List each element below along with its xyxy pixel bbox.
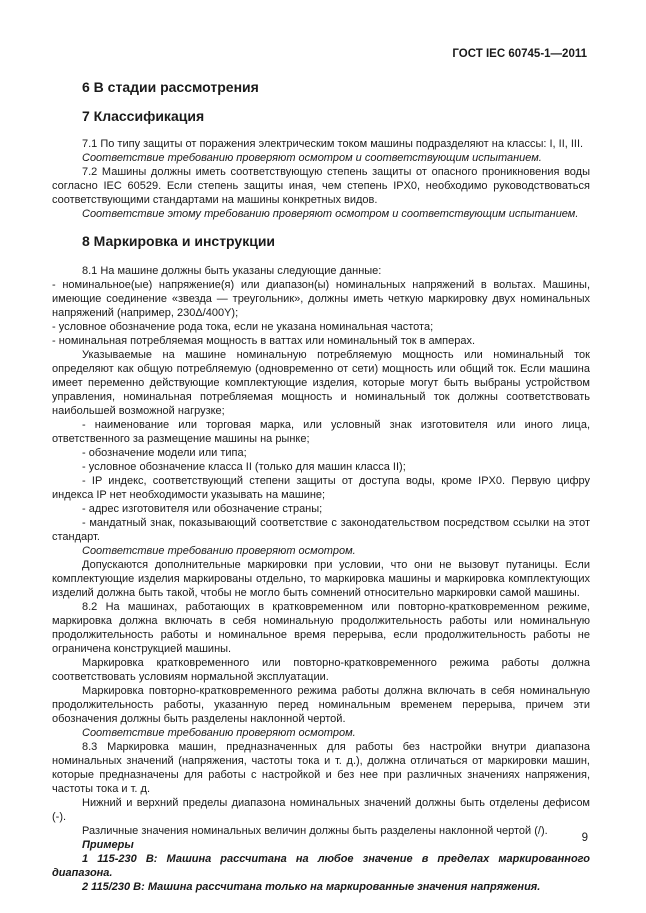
paragraph: Маркировка повторно-кратковременного режима работы должна включать в себя номинальную продолжительность работы, указанную перед номинальным временем перерыва, причем эти обозначения должны быть разделены наклонной чертой.: [52, 685, 590, 725]
document-header: ГОСТ IEC 60745-1—2011: [452, 48, 587, 60]
compliance-note: Соответствие требованию проверяют осмотром.: [82, 545, 356, 557]
list-item: - условное обозначение класса II (только для машин класса II);: [82, 461, 406, 473]
paragraph: Допускаются дополнительные маркировки при условии, что они не вызовут путаницы. Если комплектующие изделия маркированы отдельно, то маркировка машины и маркировка комплектующих изделий должна быть такой, чтобы не могло быть сомнений относительно маркировки самой машины.: [52, 559, 590, 599]
list-item: - адрес изготовителя или обозначение страны;: [82, 503, 323, 515]
list-item: - номинальное(ые) напряжение(я) или диапазон(ы) номинальных напряжений в вольтах. Машины, имеющие соединение «звезда — треугольник», должны иметь четкую маркировку двух номинальных напряжений (например, 230Δ/400Y);: [52, 279, 590, 319]
list-item: - мандатный знак, показывающий соответствие с законодательством посредством ссылки на этот стандарт.: [52, 517, 590, 543]
section-8-heading: 8 Маркировка и инструкции: [82, 233, 276, 249]
paragraph: 8.3 Маркировка машин, предназначенных для работы без настройки внутри диапазона номинальных значений (напряжения, частоты тока и т. д.), должна отличаться от маркировки машин, которые предназначены для работы с настройкой и без нее при различных значениях напряжения, частоты тока и т. д.: [52, 741, 590, 795]
paragraph: 7.1 По типу защиты от поражения электрическим током машины подразделяют на классы: I, II, III.: [82, 138, 584, 150]
list-item: - номинальная потребляемая мощность в ваттах или номинальный ток в амперах.: [52, 335, 476, 347]
paragraph: Различные значения номинальных величин должны быть разделены наклонной чертой (/).: [82, 825, 548, 837]
paragraph: 7.2 Машины должны иметь соответствующую степень защиты от опасного проникновения воды согласно IEC 60529. Если степень защиты иная, чем степень IPX0, необходимо руководствоваться соответствующими стандартами на машины конкретных видов.: [52, 166, 590, 206]
compliance-note: Соответствие этому требованию проверяют осмотром и соответствующим испытанием.: [82, 208, 579, 220]
compliance-note: Соответствие требованию проверяют осмотром и соответствующим испытанием.: [82, 152, 542, 164]
example-item: 2 115/230 В: Машина рассчитана только на маркированные значения напряжения.: [82, 881, 541, 893]
paragraph: Нижний и верхний пределы диапазона номинальных значений должны быть отделены дефисом (-).: [52, 797, 590, 823]
paragraph: Указываемые на машине номинальную потребляемую мощность или номинальный ток определяют как общую потребляемую (одновременно от сети) мощность или общий ток. Если машина имеет переменно действующие комплектующие изделия, которые могут быть выбраны устройством управления, номинальная потребляемая мощность и номинальный ток должны соответствовать наибольшей возможной нагрузке;: [52, 349, 590, 417]
section-7-body: [52, 137, 590, 221]
list-item: - IP индекс, соответствующий степени защиты от доступа воды, кроме IPX0. Первую цифру индекса IP нет необходимости указывать на машине;: [52, 475, 590, 501]
section-6-heading: 6 В стадии рассмотрения: [82, 79, 259, 95]
compliance-note: Соответствие требованию проверяют осмотром.: [82, 727, 356, 739]
section-7-heading: 7 Классификация: [82, 108, 205, 124]
paragraph: Маркировка кратковременного или повторно-кратковременного режима работы должна соответствовать условиям нормальной эксплуатации.: [52, 657, 590, 683]
list-item: - обозначение модели или типа;: [82, 447, 247, 459]
list-item: - условное обозначение рода тока, если не указана номинальная частота;: [52, 321, 434, 333]
section-8-body: [52, 264, 590, 894]
page-number: 9: [581, 832, 588, 844]
paragraph: 8.1 На машине должны быть указаны следующие данные:: [82, 265, 382, 277]
example-item: 1 115-230 В: Машина рассчитана на любое значение в пределах маркированного диапазона.: [52, 853, 590, 879]
list-item: - наименование или торговая марка, или условный знак изготовителя или иного лица, ответственного за размещение машины на рынке;: [52, 419, 590, 445]
examples-heading: Примеры: [82, 839, 134, 851]
paragraph: 8.2 На машинах, работающих в кратковременном или повторно-кратковременном режиме, маркировка должна включать в себя номинальную продолжительность работы или номинальную продолжительность работы и номинальное время перерыва, если продолжительность работы не ограничена конструкцией машины.: [52, 601, 590, 655]
